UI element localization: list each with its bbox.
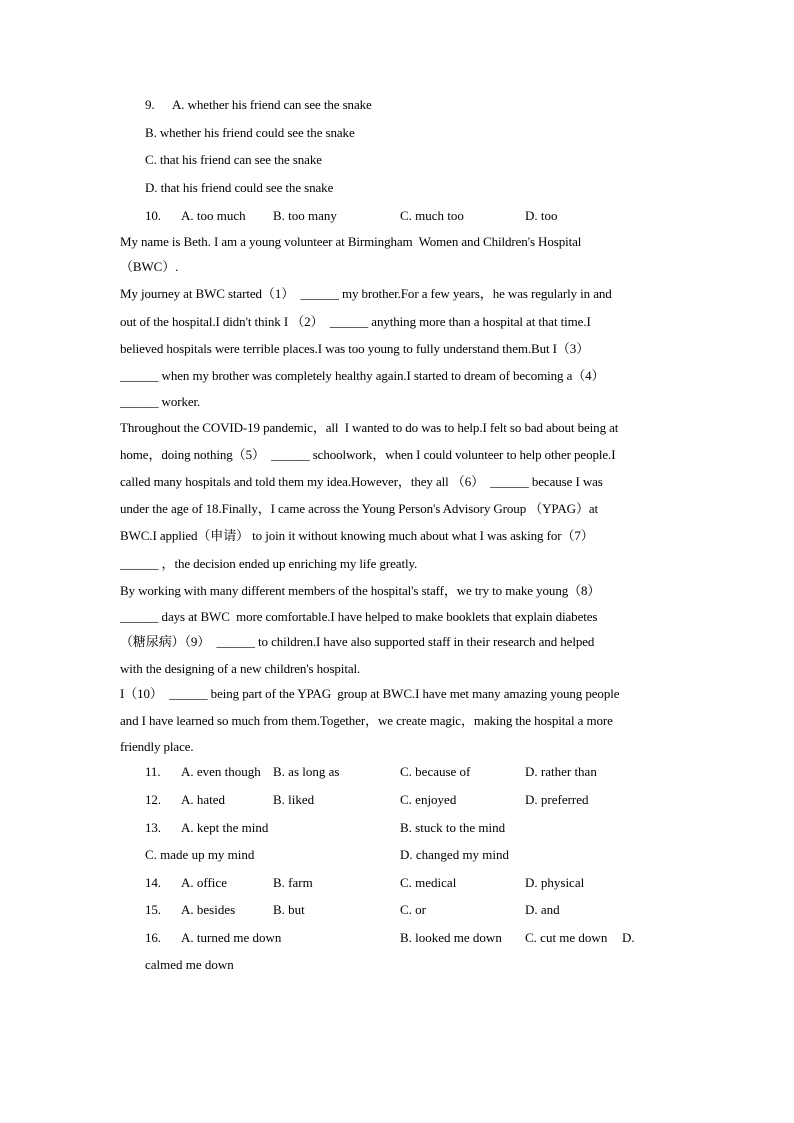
q13-option-d: D. changed my mind bbox=[400, 847, 510, 862]
q14-option-b: B. farm bbox=[273, 875, 313, 890]
q10-number: 10. bbox=[145, 208, 161, 223]
passage-line: and I have learned so much from them.Together，we create magic，making the hospital a more bbox=[120, 713, 613, 728]
passage-line: under the age of 18.Finally，I came across the Young Person's Advisory Group （YPAG）at bbox=[120, 501, 599, 516]
passage-line: home，doing nothing（5） ______ schoolwork，when I could volunteer to help other people.I bbox=[120, 447, 616, 462]
q11-number: 11. bbox=[145, 764, 161, 779]
passage-line: By working with many different members of the hospital's staff，we try to make young（8） bbox=[120, 583, 601, 598]
passage-line: My name is Beth. I am a young volunteer at Birmingham Women and Children's Hospital bbox=[120, 234, 582, 249]
passage-line: with the designing of a new children's hospital. bbox=[120, 661, 361, 676]
q12-option-a: A. hated bbox=[181, 792, 226, 807]
q14-option-d: D. physical bbox=[525, 875, 585, 890]
q10-option-a: A. too much bbox=[181, 208, 246, 223]
q14-number: 14. bbox=[145, 875, 161, 890]
passage-line: I（10） ______ being part of the YPAG group at BWC.I have met many amazing young people bbox=[120, 686, 620, 701]
q10-option-c: C. much too bbox=[400, 208, 464, 223]
q12-number: 12. bbox=[145, 792, 161, 807]
q11-option-d: D. rather than bbox=[525, 764, 597, 779]
q12-option-b: B. liked bbox=[273, 792, 315, 807]
passage-line: BWC.I applied（申请） to join it without knowing much about what I was asking for（7） bbox=[120, 528, 594, 543]
passage-line: ______ when my brother was completely healthy again.I started to dream of becoming a（4） bbox=[120, 368, 605, 383]
q13-option-a: A. kept the mind bbox=[181, 820, 269, 835]
passage-line: friendly place. bbox=[120, 739, 194, 754]
passage-line: believed hospitals were terrible places.I was too young to fully understand them.But I（3） bbox=[120, 341, 590, 356]
passage-line: called many hospitals and told them my idea.However，they all （6） ______ because I was bbox=[120, 474, 603, 489]
q14-option-a: A. office bbox=[181, 875, 227, 890]
q16-number: 16. bbox=[145, 930, 161, 945]
passage-line: ______ ，the decision ended up enriching my life greatly. bbox=[120, 556, 418, 571]
q9-option-a: A. whether his friend can see the snake bbox=[172, 97, 372, 112]
q15-option-c: C. or bbox=[400, 902, 426, 917]
q11-option-b: B. as long as bbox=[273, 764, 340, 779]
q10-option-d: D. too bbox=[525, 208, 558, 223]
q9-option-c: C. that his friend can see the snake bbox=[145, 152, 322, 167]
q16-option-a: A. turned me down bbox=[181, 930, 282, 945]
passage-line: （BWC）. bbox=[120, 259, 179, 274]
q15-option-b: B. but bbox=[273, 902, 305, 917]
q16-option-d-label: D. bbox=[622, 930, 635, 945]
q13-option-c: C. made up my mind bbox=[145, 847, 255, 862]
q15-number: 15. bbox=[145, 902, 161, 917]
passage-line: ______ worker. bbox=[120, 394, 201, 409]
q9-option-d: D. that his friend could see the snake bbox=[145, 180, 334, 195]
q9-number: 9. bbox=[145, 97, 155, 112]
q10-option-b: B. too many bbox=[273, 208, 337, 223]
q11-option-c: C. because of bbox=[400, 764, 471, 779]
q16-option-c: C. cut me down bbox=[525, 930, 608, 945]
q15-option-d: D. and bbox=[525, 902, 560, 917]
passage-line: Throughout the COVID-19 pandemic，all I wanted to do was to help.I felt so bad about being at bbox=[120, 420, 619, 435]
q11-option-a: A. even though bbox=[181, 764, 261, 779]
q16-option-b: B. looked me down bbox=[400, 930, 502, 945]
q15-option-a: A. besides bbox=[181, 902, 236, 917]
passage-line: out of the hospital.I didn't think I （2） ______ anything more than a hospital at that time.I bbox=[120, 314, 591, 329]
q12-option-c: C. enjoyed bbox=[400, 792, 457, 807]
passage-line: ______ days at BWC more comfortable.I have helped to make booklets that explain diabetes bbox=[120, 609, 598, 624]
passage-line: My journey at BWC started（1） ______ my brother.For a few years，he was regularly in and bbox=[120, 286, 612, 301]
passage-line: （糖尿病）（9） ______ to children.I have also supported staff in their research and helped bbox=[120, 634, 595, 649]
q13-number: 13. bbox=[145, 820, 161, 835]
q13-option-b: B. stuck to the mind bbox=[400, 820, 506, 835]
q14-option-c: C. medical bbox=[400, 875, 457, 890]
q12-option-d: D. preferred bbox=[525, 792, 589, 807]
q16-option-d-text: calmed me down bbox=[145, 957, 234, 972]
q9-option-b: B. whether his friend could see the snake bbox=[145, 125, 355, 140]
